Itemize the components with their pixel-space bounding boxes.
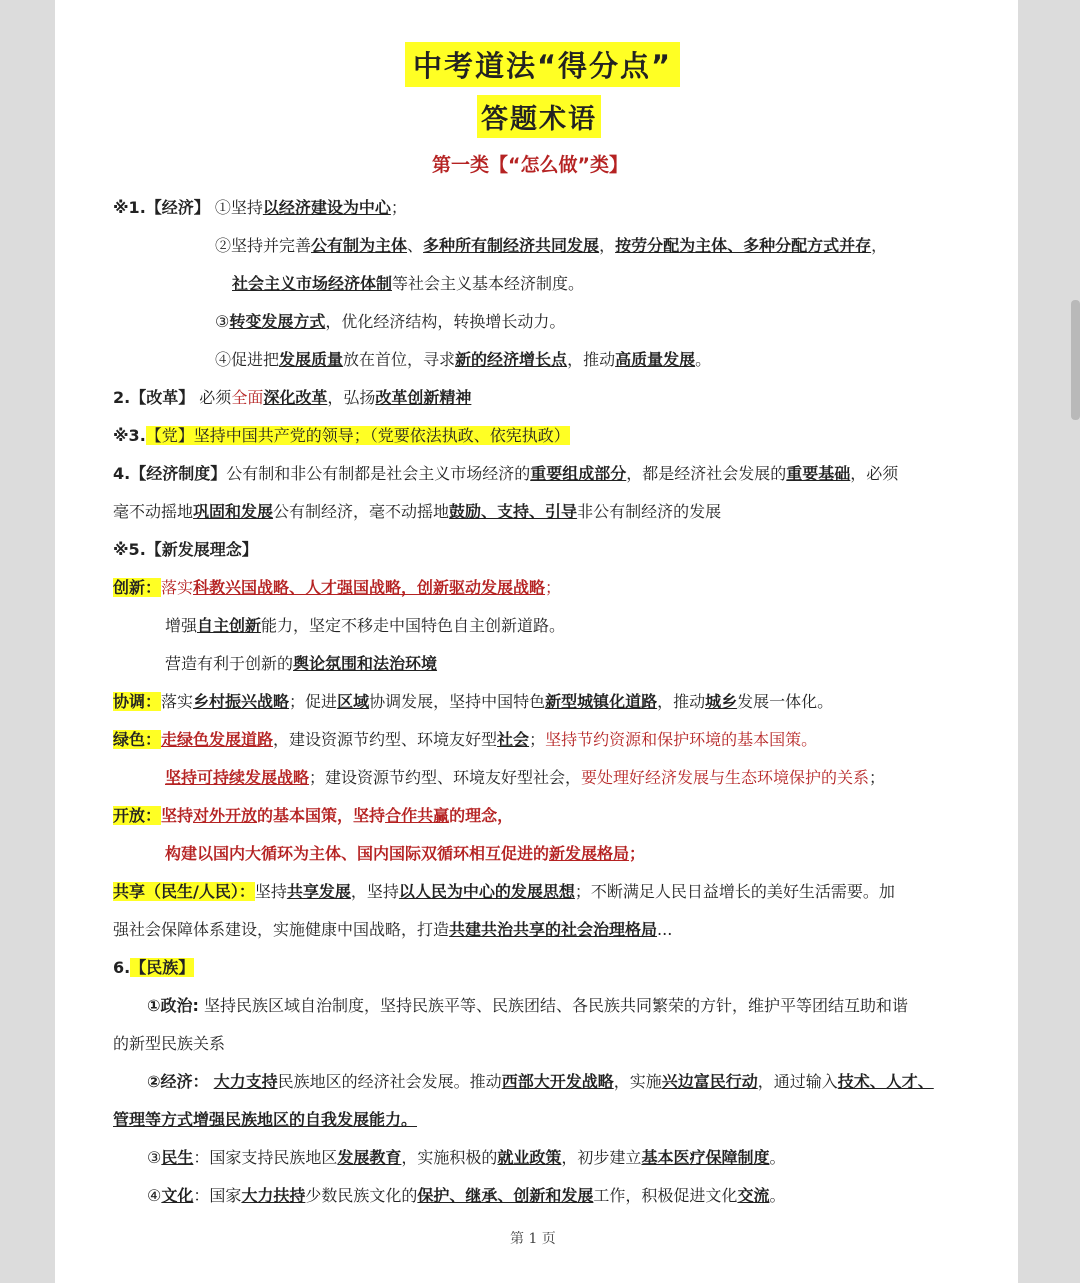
economy-point-4: ④促进把发展质量放在首位，寻求新的经济增长点，推动高质量发展。 — [215, 350, 712, 369]
document-page — [55, 0, 1018, 1283]
economic-system-cont: 毫不动摇地巩固和发展公有制经济，毫不动摇地鼓励、支持、引导非公有制经济的发展 — [113, 502, 722, 521]
innovation-line: 创新：落实科教兴国战略、人才强国战略，创新驱动发展战略； — [113, 578, 562, 597]
item-ethnicity: 6.【民族】 — [113, 958, 195, 977]
economy-point-2-cont: 社会主义市场经济体制等社会主义基本经济制度。 — [232, 274, 585, 293]
opening-line: 开放：坚持对外开放的基本国策，坚持合作共赢的理念， — [113, 806, 514, 825]
innovation-line-3: 营造有利于创新的舆论氛围和法治环境 — [165, 654, 438, 673]
ethnicity-economy-cont: 管理等方式增强民族地区的自我发展能力。 — [113, 1110, 418, 1129]
economy-point-3: ③转变发展方式，优化经济结构，转换增长动力。 — [215, 312, 566, 331]
sharing-line: 共享（民生/人民）：坚持共享发展，坚持以人民为中心的发展思想；不断满足人民日益增长的美好生活需要。加 — [113, 882, 895, 901]
item-new-development: ※5.【新发展理念】 — [113, 540, 258, 559]
doc-title: 中考道法“得分点” — [405, 42, 680, 87]
ethnicity-livelihood: ③民生：国家支持民族地区发展教育，实施积极的就业政策，初步建立基本医疗保障制度。 — [147, 1148, 786, 1167]
economy-point-2: ②坚持并完善公有制为主体、多种所有制经济共同发展，按劳分配为主体、多种分配方式并存， — [215, 236, 888, 255]
innovation-line-2: 增强自主创新能力，坚定不移走中国特色自主创新道路。 — [165, 616, 566, 635]
item-economic-system: 4.【经济制度】公有制和非公有制都是社会主义市场经济的重要组成部分，都是经济社会发展的重要基础，必须 — [113, 464, 899, 483]
doc-subtitle: 答题术语 — [477, 95, 601, 138]
ethnicity-politics: ①政治: 坚持民族区域自治制度，坚持民族平等、民族团结、各民族共同繁荣的方针，维护平等团结互助和谐 — [147, 996, 909, 1015]
opening-line-2: 构建以国内大循环为主体、国内国际双循环相互促进的新发展格局； — [165, 844, 646, 863]
green-line-2: 坚持可持续发展战略；建设资源节约型、环境友好型社会，要处理好经济发展与生态环境保护的关系； — [165, 768, 886, 787]
ethnicity-economy: ②经济： 大力支持民族地区的经济社会发展。推动西部大开发战略，实施兴边富民行动，通过输入技术、人才、 — [147, 1072, 934, 1091]
page-number: 第 1 页 — [510, 1231, 556, 1247]
sharing-line-2: 强社会保障体系建设，实施健康中国战略，打造共建共治共享的社会治理格局... — [113, 920, 673, 939]
ethnicity-culture: ④文化：国家大力扶持少数民族文化的保护、继承、创新和发展工作，积极促进文化交流。 — [147, 1186, 786, 1205]
item-economy: ※1.【经济】 ①坚持以经济建设为中心； — [113, 198, 407, 217]
vertical-scrollbar[interactable] — [1071, 300, 1080, 420]
item-party: ※3.【党】坚持中国共产党的领导；（党要依法执政、依宪执政） — [113, 426, 570, 445]
ethnicity-politics-cont: 的新型民族关系 — [113, 1034, 226, 1053]
item-reform: 2.【改革】 必须全面深化改革，弘扬改革创新精神 — [113, 388, 472, 407]
green-line: 绿色：走绿色发展道路，建设资源节约型、环境友好型社会；坚持节约资源和保护环境的基本国策。 — [113, 730, 818, 749]
coordination-line: 协调：落实乡村振兴战略；促进区域协调发展，坚持中国特色新型城镇化道路，推动城乡发展一体化。 — [113, 692, 834, 711]
section-title: 第一类【“怎么做”类】 — [432, 154, 628, 176]
